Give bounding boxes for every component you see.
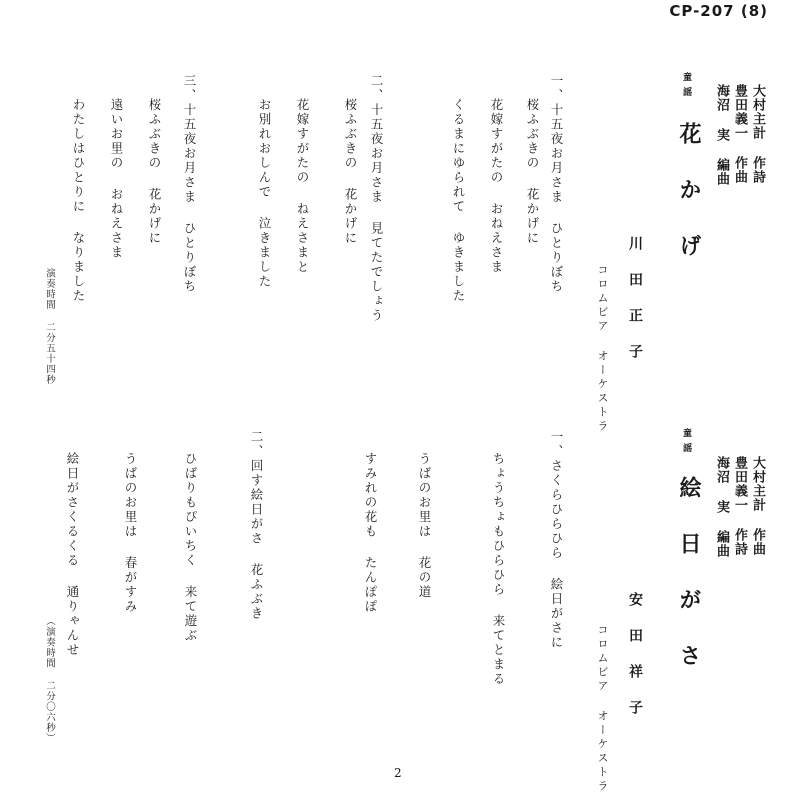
song-genre: 童謡 — [681, 72, 691, 102]
lyric-line: 桜ふぶきの 花かげに — [525, 98, 540, 246]
lyric-line: 花嫁すがたの おねえさま — [489, 98, 504, 275]
lyric-line: 絵日がさくるくる 通りゃんせ — [65, 452, 80, 658]
lyricist-credit: 大村主計 作詩 — [750, 84, 765, 184]
lyric-line: ひばりもぴいちく 来て遊ぶ — [183, 452, 198, 643]
singer-name: 安田祥子 — [627, 592, 643, 736]
catalog-number: CP-207 (8) — [669, 2, 768, 20]
lyric-line: 遠いお里の おねえさま — [109, 98, 124, 260]
lyric-line: 花嫁すがたの ねえさまと — [295, 98, 310, 275]
song-title: 絵日がさ — [676, 476, 702, 700]
lyric-line: 一、十五夜お月さま ひとりぼち — [549, 74, 564, 294]
arranger-credit: 海沼 実 編曲 — [714, 84, 729, 186]
composer-credit: 豊田義一 作曲 — [732, 84, 747, 184]
lyric-line: 桜ふぶきの 花かげに — [343, 98, 358, 246]
page-number: 2 — [394, 766, 402, 780]
lyric-line: うばのお里は 花の道 — [417, 452, 432, 600]
lyric-line: 三、十五夜お月さま ひとりぼち — [182, 74, 197, 294]
orchestra-credit: コロムビア オーケストラ — [596, 264, 609, 434]
song-genre: 童謡 — [681, 428, 691, 458]
song-title: 花かげ — [676, 122, 702, 290]
lyric-line: 二、回す絵日がさ 花ふぶき — [249, 430, 264, 621]
arranger-credit: 海沼 実 編曲 — [714, 456, 729, 558]
lyric-line: 一、さくらひらひら 絵日がさに — [549, 430, 564, 650]
lyric-line: うばのお里は 春がすみ — [123, 452, 138, 614]
lyric-line: ちょうちょもひらひら 来てとまる — [491, 452, 506, 687]
singer-name: 川田正子 — [627, 236, 643, 380]
performance-time: （演奏時間 二分〇六秒） — [44, 616, 55, 744]
orchestra-credit: コロムビア オーケストラ — [596, 624, 609, 794]
lyric-line: くるまにゆられて ゆきました — [451, 98, 466, 304]
lyric-line: 二、十五夜お月さま 見てたでしょう — [369, 74, 384, 323]
lyric-line: すみれの花も たんぽぽ — [363, 452, 378, 614]
performance-time: 演奏時間 二分五十四秒 — [44, 268, 55, 385]
composer-credit: 大村主計 作曲 — [750, 456, 765, 556]
lyricist-credit: 豊田義一 作詩 — [732, 456, 747, 556]
lyric-line: 桜ふぶきの 花かげに — [147, 98, 162, 246]
lyric-line: お別れおしんで 泣きました — [257, 98, 272, 289]
lyric-line: わたしはひとりに なりました — [71, 98, 86, 304]
